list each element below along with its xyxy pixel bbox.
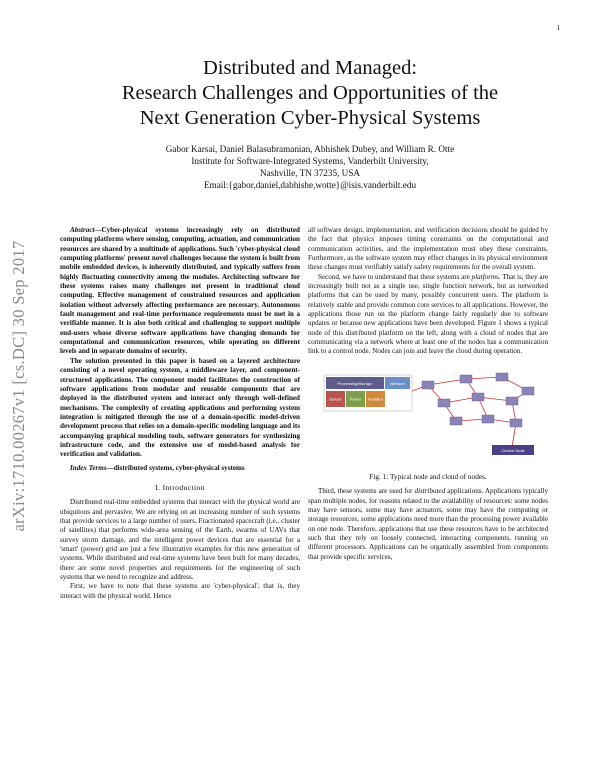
node-cloud-diagram xyxy=(316,365,541,465)
author-email: Email:{gabor,daniel,dabhishe,wotte}@isis.vanderbilt.edu xyxy=(203,180,417,190)
author-names: Gabor Karsai, Daniel Balasubramanian, Abhishek Dubey, and William R. Otte xyxy=(165,144,455,154)
right-p3-pre: Third, these systems are used for xyxy=(318,487,415,496)
index-terms-text: —distributed systems, cyber-physical systems xyxy=(106,463,245,472)
index-terms-lead: Index Terms xyxy=(70,463,107,472)
figure-1 xyxy=(308,365,548,468)
cloud-node xyxy=(510,419,522,427)
cloud-node xyxy=(460,375,472,383)
intro-paragraph-1: Distributed real-time embedded systems that interact with the physical world are ubiquitous and pervasive. We are relying on an increasing number of such systems that provide services to a large number of users. Fractionated spacecraft (i.e., cluster of satellites) that performs wide-area sensing of the Earth, swarms of UAVs that survey storm damage, and the intelligent power devices that are essential for a 'smart' (power) grid are just a few illustrative examples for this new generation of systems. While distributed and real-time systems have been built for many decades, there are some novel properties and requirements for the engineering of such systems that we need to recognize and address. xyxy=(60,498,300,582)
right-p2-post: . That is, they are increasingly built not as a single use, single function network, but as networked platforms that can be used by many, possibly concurrent users. The platform is relatively stable and provide common core services to all applications. However, the applications those run on the platform change fairly regularly due to software updates or because new applications have been developed. Figure 1 shows a typical node of this distributed platform on the left, along with a cloud of nodes that are communicating via a network where at least one of the nodes has a communication link to a control node. Nodes can join and leave the cloud during operation. xyxy=(308,272,548,356)
typical-node xyxy=(324,375,412,411)
title-line-1: Distributed and Managed: xyxy=(202,57,418,79)
node-network-label: Network xyxy=(390,380,405,386)
cloud-node xyxy=(522,387,534,395)
abstract-lead: Abstract xyxy=(70,226,95,234)
figure-caption: Fig. 1: Typical node and cloud of nodes. xyxy=(369,471,487,481)
right-paragraph-2 xyxy=(308,273,548,357)
page-number: 1 xyxy=(556,24,560,32)
author-block xyxy=(60,143,560,191)
right-p2-pre: Second, we have to understand that these systems are xyxy=(318,272,472,281)
affiliation-line-1: Institute for Software-Integrated Systems, Vanderbilt University, xyxy=(191,156,429,166)
title-line-3: Next Generation Cyber-Physical Systems xyxy=(139,107,481,129)
arxiv-stamp-text: arXiv:1710.00267v1 [cs.DC] 30 Sep 2017 xyxy=(9,240,28,532)
cloud-node xyxy=(450,417,462,425)
cloud-node xyxy=(472,393,484,401)
affiliation-line-2: Nashville, TN 37235, USA xyxy=(259,168,361,178)
right-column xyxy=(308,226,548,562)
section-heading: I. Introduction xyxy=(155,482,205,492)
left-column xyxy=(60,226,300,601)
title-line-2: Research Challenges and Opportunities of the xyxy=(121,82,499,104)
abstract-paragraph-1 xyxy=(60,226,300,357)
cloud-node xyxy=(422,381,434,389)
paper-title xyxy=(60,56,560,131)
cloud-node xyxy=(506,397,518,405)
right-p3-em: distributed xyxy=(414,487,446,496)
abstract-paragraph-2: The solution presented in this paper is based on a layered architecture consisting of a novel operating system, a middleware layer, and component-structured applications. The component model facilitates the construction of software applications from modular and reusable components that are deployed in the distributed system and interact only through well-defined mechanisms. The complexity of creating applications and performing system integration is mitigated through the use of a domain-specific model-driven development process that relies on a domain-specific modeling language and its accompanying graphical modeling tools, software generators for synthesizing infrastructure code, and the extensive use of model-based analysis for verification and validation. xyxy=(60,356,300,459)
abstract-text-1: —Cyber-physical systems increasingly rely on distributed computing platforms where sensing, computing, actuation, and communication resources are shared by a multitude of applications. Such 'cyber-physical cloud computing platforms' present novel challenges because the system is built from mobile embedded devices, is inherently distributed, and typically suffers from highly fluctuating connectivity among the modules. Architecting software for these systems raises many challenges not present in traditional cloud computing. Effective management of constrained resources and application isolation without adversely affecting performance are necessary. Autonomous fault management and real-time performance requirements must be met in a verifiable manner. It is also both critical and challenging to support multiple end-users whose diverse software applications have changing demands for computational and communication resources, while operating on different levels and in separate domains of security. xyxy=(60,226,300,356)
index-terms xyxy=(60,464,300,473)
control-node-label: Control Node xyxy=(501,447,525,453)
cloud-node xyxy=(438,399,450,407)
cloud-node xyxy=(482,415,494,423)
intro-paragraph-2: First, we have to note that these systems are 'cyber-physical', that is, they interact with the physical world. Hence xyxy=(60,582,300,600)
right-p3-post: applications. Applications typically span multiple nodes, for reasons related to the availability of resources: some nodes may have sensors, some may have actuators, some may have the computing or storage resources, some applications need more than the processing power available on one node. Therefore, applications that use these resources have to be architected such that they rely on loosely connected, interacting components, running on different processors. Applications can be organically assembled from components that provide specific services, xyxy=(308,487,548,561)
cloud-nodes xyxy=(422,373,534,427)
right-paragraph-3 xyxy=(308,487,548,562)
node-power-label: Power xyxy=(349,396,362,402)
cloud-node xyxy=(496,373,508,381)
arxiv-stamp xyxy=(9,186,28,586)
node-processing-label: Processing/Storage xyxy=(337,380,373,386)
node-sensor-label: Sensor xyxy=(329,396,342,402)
control-node xyxy=(492,445,534,455)
node-actuator-label: Actuator xyxy=(368,396,383,402)
right-paragraph-1: all software design, implementation, and verification decisions should be guided by the fact that physics imposes timing constraints on the computational and communication activities, and the implementation must obey these constraints. Furthermore, as the software system may effect changes in its physical environment these changes must verifiably satisfy safety requirements for the overall system. xyxy=(308,226,548,272)
right-p2-em: platforms xyxy=(471,272,499,281)
